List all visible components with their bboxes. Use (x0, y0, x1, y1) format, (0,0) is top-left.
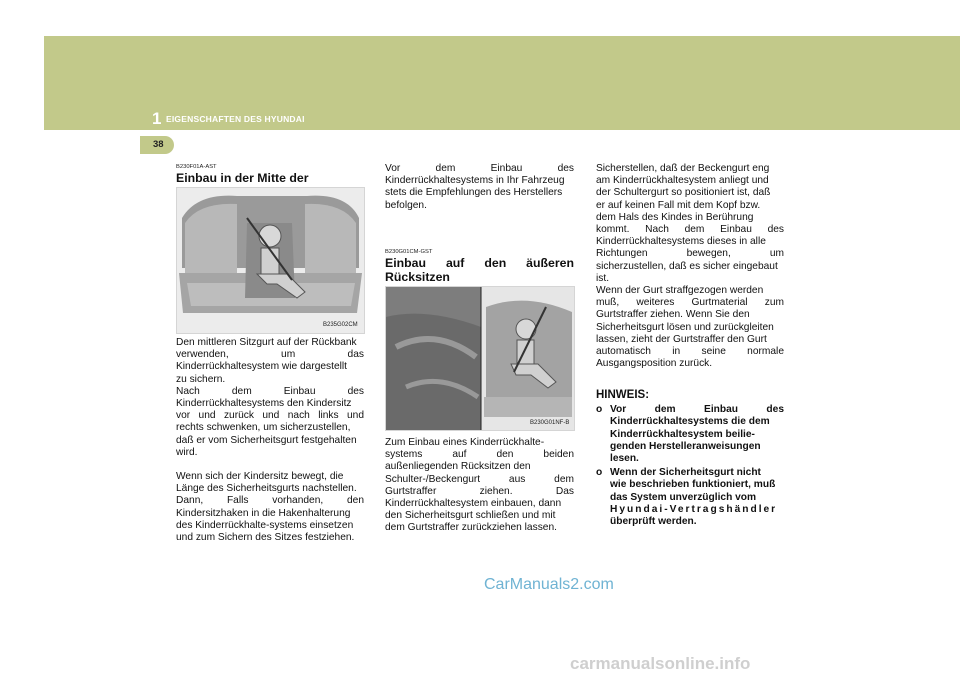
column-3-text (596, 163, 784, 370)
hinweis-title: HINWEIS: (596, 389, 650, 401)
text-line: Richtungen bewegen, um (596, 248, 784, 260)
figure-code: B235G02CM (323, 322, 358, 328)
column-1-text (176, 337, 364, 544)
bullet-marker: o (596, 467, 603, 479)
chapter-title: EIGENSCHAFTEN DES HYUNDAI (166, 114, 305, 124)
text-line: Kinderrückhaltesystems dieses in alle (596, 236, 766, 248)
text-line: lesen. (610, 453, 639, 465)
text-line: wird. (176, 446, 198, 458)
text-line: kommt. Nach dem Einbau des (596, 224, 784, 236)
text-line: außenliegenden Rücksitzen den (385, 461, 531, 473)
text-line: rechts schwenken, um sicherzustellen, (176, 422, 351, 434)
text-line: befolgen. (385, 199, 427, 211)
figure-code: B230G01NF-B (530, 420, 570, 426)
footer-watermark: carmanualsonline.info (570, 654, 751, 673)
text-line: der Schultergurt so positioniert ist, daß (596, 187, 771, 199)
text-line: Hyundai-Vertragshändler (610, 503, 778, 515)
text-line: Wenn der Gurt straffgezogen werden (596, 285, 764, 297)
text-line: genden Herstelleranweisungen (610, 440, 761, 452)
text-line: Nach dem Einbau des (176, 385, 364, 397)
text-line: sicherzustellen, daß es sicher eingebaut (596, 260, 778, 272)
text-line: Vor dem Einbau des (610, 404, 784, 416)
text-line: Zum Einbau eines Kinderrückhalte- (385, 437, 545, 448)
text-line: Dann, Falls vorhanden, den (176, 495, 364, 507)
text-line: Sicherstellen, daß der Beckengurt eng (596, 163, 770, 174)
section-heading: Einbau in der Mitte der (176, 171, 309, 185)
text-line: Wenn sich der Kindersitz bewegt, die (176, 471, 344, 483)
watermark-link[interactable]: CarManuals2.com (484, 576, 614, 593)
note-item (596, 404, 784, 465)
rear-seat-center-figure (176, 187, 365, 334)
text-line: den Sicherheitsgurt schließen und mit (385, 510, 556, 522)
text-line: Kindersitzhaken in die Hakenhalterung (176, 507, 351, 519)
text-line: Kinderrückhaltesystem einbauen, dann (385, 498, 562, 510)
text-line: und zum Sichern des Sitzes festziehen. (176, 532, 355, 544)
column-2-heading (385, 249, 574, 284)
text-line: Kinderrückhaltesystem beilie- (610, 428, 755, 440)
section-code: B230G01CM-GST (385, 249, 433, 255)
text-line: Kinderrückhaltesystem wie dargestellt (176, 361, 347, 373)
text-line: lassen, zieht der Gurtstraffer den Gurt (596, 333, 767, 345)
hinweis-section (596, 389, 784, 530)
text-line: das System unverzüglich vom (610, 491, 757, 503)
text-line: Ausgangsposition zurück. (596, 358, 713, 370)
text-line: stets die Empfehlungen des Herstellers (385, 187, 563, 199)
text-line: daß er vom Sicherheitsgurt festgehalten (176, 434, 357, 446)
text-line: systems auf den beiden (385, 449, 574, 461)
text-line: Den mittleren Sitzgurt auf der Rückbank (176, 337, 357, 348)
page-number: 38 (153, 139, 164, 150)
text-line: vor und zurück und nach links und (176, 410, 364, 422)
text-line: überprüft werden. (610, 516, 697, 528)
top-margin (44, 0, 960, 36)
text-line: Gurtstraffer ziehen. Das (385, 485, 574, 497)
bullet-marker: o (596, 404, 603, 416)
text-line: wie beschrieben funktioniert, muß (610, 479, 776, 491)
text-line: Länge des Sicherheitsgurts nachstellen. (176, 483, 357, 495)
text-line: Wenn der Sicherheitsgurt nicht (610, 467, 761, 479)
outer-seat-illustration (386, 287, 574, 430)
text-line: dem Gurtstraffer zurückziehen lassen. (385, 522, 557, 534)
text-line: des Kinderrückhalte-systems einsetzen (176, 519, 354, 531)
text-line: zu sichern. (176, 373, 226, 385)
text-line: er auf keinen Fall mit dem Kopf bzw. (596, 199, 761, 211)
text-line: Schulter-/Beckengurt aus dem (385, 473, 574, 485)
text-line: dem Hals des Kindes in Berührung (596, 211, 754, 223)
text-line: am Kinderrückhaltesystem anliegt und (596, 175, 769, 187)
text-line: Sicherheitsgurt lösen und zurückgleiten (596, 321, 774, 333)
section-heading: Einbau auf den äußeren (385, 256, 574, 270)
child-seat-illustration (177, 188, 364, 333)
text-line: muß, weiteres Gurtmaterial zum (596, 297, 784, 309)
text-line: Vor dem Einbau des (385, 163, 574, 174)
outer-seat-figure (385, 286, 575, 431)
text-line: Kinderrückhaltesystems den Kindersitz (176, 398, 352, 410)
note-item (596, 467, 784, 528)
text-line: verwenden, um das (176, 349, 364, 361)
text-line: automatisch in seine normale (596, 346, 784, 358)
text-line: Gurtstraffer ziehen. Wenn Sie den (596, 309, 750, 321)
section-heading-cont: Rücksitzen (385, 270, 450, 284)
text-line: ist. (596, 272, 610, 284)
section-code: B230F01A-AST (176, 164, 217, 170)
column-2-text (385, 437, 574, 535)
column-2-intro (385, 163, 574, 212)
chapter-number: 1 (152, 109, 162, 128)
text-line: Kinderrückhaltesystems die dem (610, 416, 770, 428)
text-line: Kinderrückhaltesystems in Ihr Fahrzeug (385, 175, 565, 187)
